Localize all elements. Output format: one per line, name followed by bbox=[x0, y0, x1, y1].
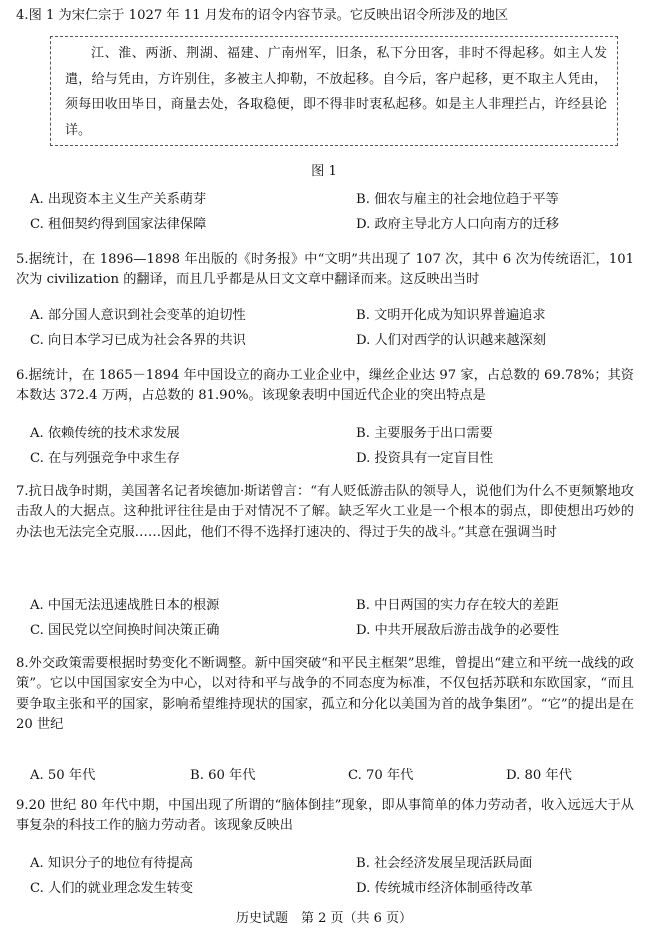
page-footer: 历史试题 第 2 页（共 6 页） bbox=[235, 911, 413, 926]
option-d[interactable]: D. 传统城市经济体制亟待改革 bbox=[356, 881, 533, 896]
question-6-options bbox=[30, 424, 634, 474]
question-7-options bbox=[30, 596, 634, 646]
question-5 bbox=[16, 250, 634, 291]
question-8-stem: 8.外交政策需要根据时势变化不断调整。新中国突破“和平民主框架”思维，曾提出“建立和平统一战线的政策”。它以中国国家安全为中心，以对待和平与战争的不同态度为标准，不仅包括苏联和东欧国家，“而且要争取主张和平的国家，影响希望维持现状的国家，孤立和分化以美国为首的战争集团”。“它”的提出是在 20 世纪 bbox=[16, 656, 634, 733]
option-c[interactable]: C. 70 年代 bbox=[348, 768, 414, 783]
question-5-options bbox=[30, 306, 634, 356]
option-d[interactable]: D. 中共开展敌后游击战争的必要性 bbox=[356, 623, 560, 638]
option-c[interactable]: C. 国民党以空间换时间决策正确 bbox=[30, 623, 220, 638]
option-a[interactable]: A. 出现资本主义生产关系萌芽 bbox=[30, 192, 207, 207]
option-b[interactable]: B. 佃农与雇主的社会地位趋于平等 bbox=[356, 192, 559, 207]
question-7 bbox=[16, 482, 634, 543]
question-5-stem: 5.据统计，在 1896—1898 年出版的《时务报》中“文明”共出现了 107 次，其中 6 次为传统语汇，101 次为 civilization 的翻译，而且几乎都是从日文文章中翻译而来。这反映出当时 bbox=[16, 252, 634, 288]
question-6 bbox=[16, 366, 634, 407]
question-7-stem: 7.抗日战争时期，美国著名记者埃德加·斯诺曾言：“有人贬低游击队的领导人，说他们为什么不更频繁地攻击敌人的大据点。这种批评往往是由于对情况不了解。缺乏军火工业是一个根本的弱点，即使想出巧妙的办法也无法完全克服……因此，他们不得不选择打速决的、得过于失的战斗。”其意在强调当时 bbox=[16, 484, 634, 540]
edict-excerpt-box: 江、淮、两浙、荆湖、福建、广南州军，旧条，私下分田客，非时不得起移。如主人发遣，给与凭由，方许别住，多被主人抑勒，不放起移。自今后，客户起移，更不取主人凭由，须每田收田毕日，商量去处，各取稳便，即不得非时衷私起移。如是主人非理拦占，许经县论详。 bbox=[50, 36, 618, 146]
question-6-stem: 6.据统计，在 1865－1894 年中国设立的商办工业企业中，缫丝企业达 97 家，占总数的 69.78%；其资本数达 372.4 万两，占总数的 81.90%。该现象表明中国近代企业的突出特点是 bbox=[16, 368, 634, 404]
option-d[interactable]: D. 80 年代 bbox=[506, 768, 572, 783]
option-a[interactable]: A. 知识分子的地位有待提高 bbox=[30, 856, 193, 871]
question-4-stem: 4.图 1 为宋仁宗于 1027 年 11 月发布的诏令内容节录。它反映出诏令所涉及的地区 bbox=[16, 8, 509, 23]
question-4-options bbox=[30, 190, 634, 240]
option-b[interactable]: B. 60 年代 bbox=[190, 768, 256, 783]
option-c[interactable]: C. 向日本学习已成为社会各界的共识 bbox=[30, 333, 246, 348]
option-b[interactable]: B. 主要服务于出口需要 bbox=[356, 426, 493, 441]
figure-caption: 图 1 bbox=[311, 164, 337, 179]
option-a[interactable]: A. 50 年代 bbox=[30, 768, 96, 783]
option-a[interactable]: A. 部分国人意识到社会变革的迫切性 bbox=[30, 308, 246, 323]
option-b[interactable]: B. 文明开化成为知识界普遍追求 bbox=[356, 308, 546, 323]
option-d[interactable]: D. 人们对西学的认识越来越深刻 bbox=[356, 333, 546, 348]
question-9 bbox=[16, 796, 634, 837]
question-9-stem: 9.20 世纪 80 年代中期，中国出现了所谓的“脑体倒挂”现象，即从事简单的体力劳动者，收入远远大于从事复杂的科技工作的脑力劳动者。该现象反映出 bbox=[16, 798, 634, 834]
option-a[interactable]: A. 中国无法迅速战胜日本的根源 bbox=[30, 598, 220, 613]
question-4 bbox=[16, 6, 634, 26]
question-8-options bbox=[30, 766, 634, 791]
option-b[interactable]: B. 社会经济发展呈现活跃局面 bbox=[356, 856, 533, 871]
option-d[interactable]: D. 政府主导北方人口向南方的迁移 bbox=[356, 217, 560, 232]
option-c[interactable]: C. 人们的就业理念发生转变 bbox=[30, 881, 194, 896]
question-8 bbox=[16, 654, 634, 736]
question-9-options bbox=[30, 854, 634, 904]
option-b[interactable]: B. 中日两国的实力存在较大的差距 bbox=[356, 598, 559, 613]
option-d[interactable]: D. 投资具有一定盲目性 bbox=[356, 451, 494, 466]
option-c[interactable]: C. 在与列强竞争中求生存 bbox=[30, 451, 180, 466]
option-c[interactable]: C. 租佃契约得到国家法律保障 bbox=[30, 217, 207, 232]
option-a[interactable]: A. 依赖传统的技术求发展 bbox=[30, 426, 180, 441]
